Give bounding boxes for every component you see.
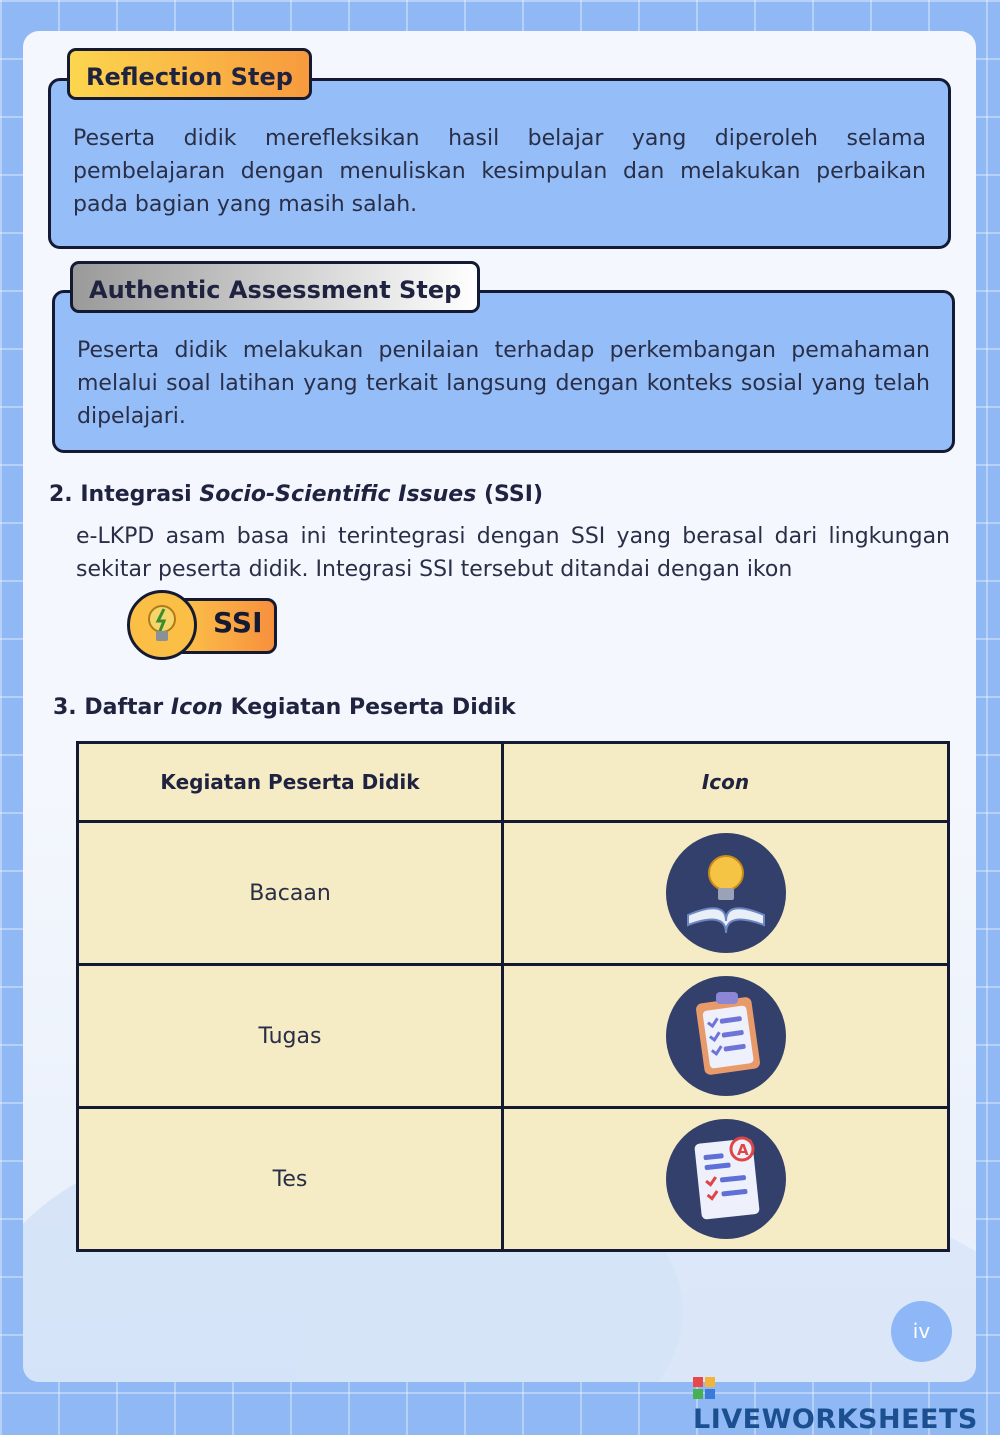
section-title-suffix: Kegiatan Peserta Didik	[230, 695, 516, 720]
header-icon: Icon	[503, 743, 949, 822]
svg-text:A: A	[736, 1141, 749, 1159]
ssi-badge	[127, 590, 279, 664]
authentic-label: Authentic Assessment Step	[70, 261, 480, 313]
section-2-text: e-LKPD asam basa ini terintegrasi dengan SSI yang berasal dari lingkungan sekitar peserta didik. Integrasi SSI tersebut ditandai dengan ikon	[76, 524, 950, 582]
ssi-badge-label: SSI	[213, 606, 263, 639]
liveworksheets-mark-icon	[693, 1377, 715, 1399]
section-number: 3.	[53, 695, 77, 720]
section-2-title	[49, 482, 543, 507]
section-title-suffix: (SSI)	[484, 482, 543, 507]
book-lightbulb-icon	[666, 833, 786, 953]
section-3-title	[53, 695, 516, 720]
lightbulb-icon	[127, 590, 197, 660]
icon-cell	[503, 965, 949, 1108]
brand-name: LIVEWORKSHEETS	[693, 1404, 978, 1435]
clipboard-checklist-icon	[666, 976, 786, 1096]
icon-cell	[503, 822, 949, 965]
header-activity: Kegiatan Peserta Didik	[78, 743, 503, 822]
reflection-text: Peserta didik merefleksikan hasil belajar yang diperoleh selama pembelajaran dengan menuliskan kesimpulan dan melakukan perbaikan pada bagian yang masih salah.	[73, 126, 926, 217]
activity-icon-table	[76, 741, 950, 1252]
section-title-prefix: Daftar	[84, 695, 164, 720]
authentic-text: Peserta didik melakukan penilaian terhadap perkembangan pemahaman melalui soal latihan yang terkait langsung dengan konteks sosial yang telah dipelajari.	[77, 338, 930, 429]
table-header-row	[78, 743, 949, 822]
reflection-label: Reflection Step	[67, 48, 312, 100]
liveworksheets-logo	[693, 1373, 1000, 1435]
section-number: 2.	[49, 482, 73, 507]
table-row	[78, 965, 949, 1108]
graded-test-icon	[666, 1119, 786, 1239]
section-title-italic: Socio-Scientific Issues	[199, 482, 477, 507]
section-title-italic: Icon	[170, 695, 223, 720]
page-number: iv	[891, 1301, 952, 1362]
table-row	[78, 822, 949, 965]
activity-cell: Tugas	[78, 965, 503, 1108]
table-row	[78, 1108, 949, 1251]
icon-cell	[503, 1108, 949, 1251]
activity-cell: Tes	[78, 1108, 503, 1251]
activity-cell: Bacaan	[78, 822, 503, 965]
section-title-prefix: Integrasi	[80, 482, 192, 507]
